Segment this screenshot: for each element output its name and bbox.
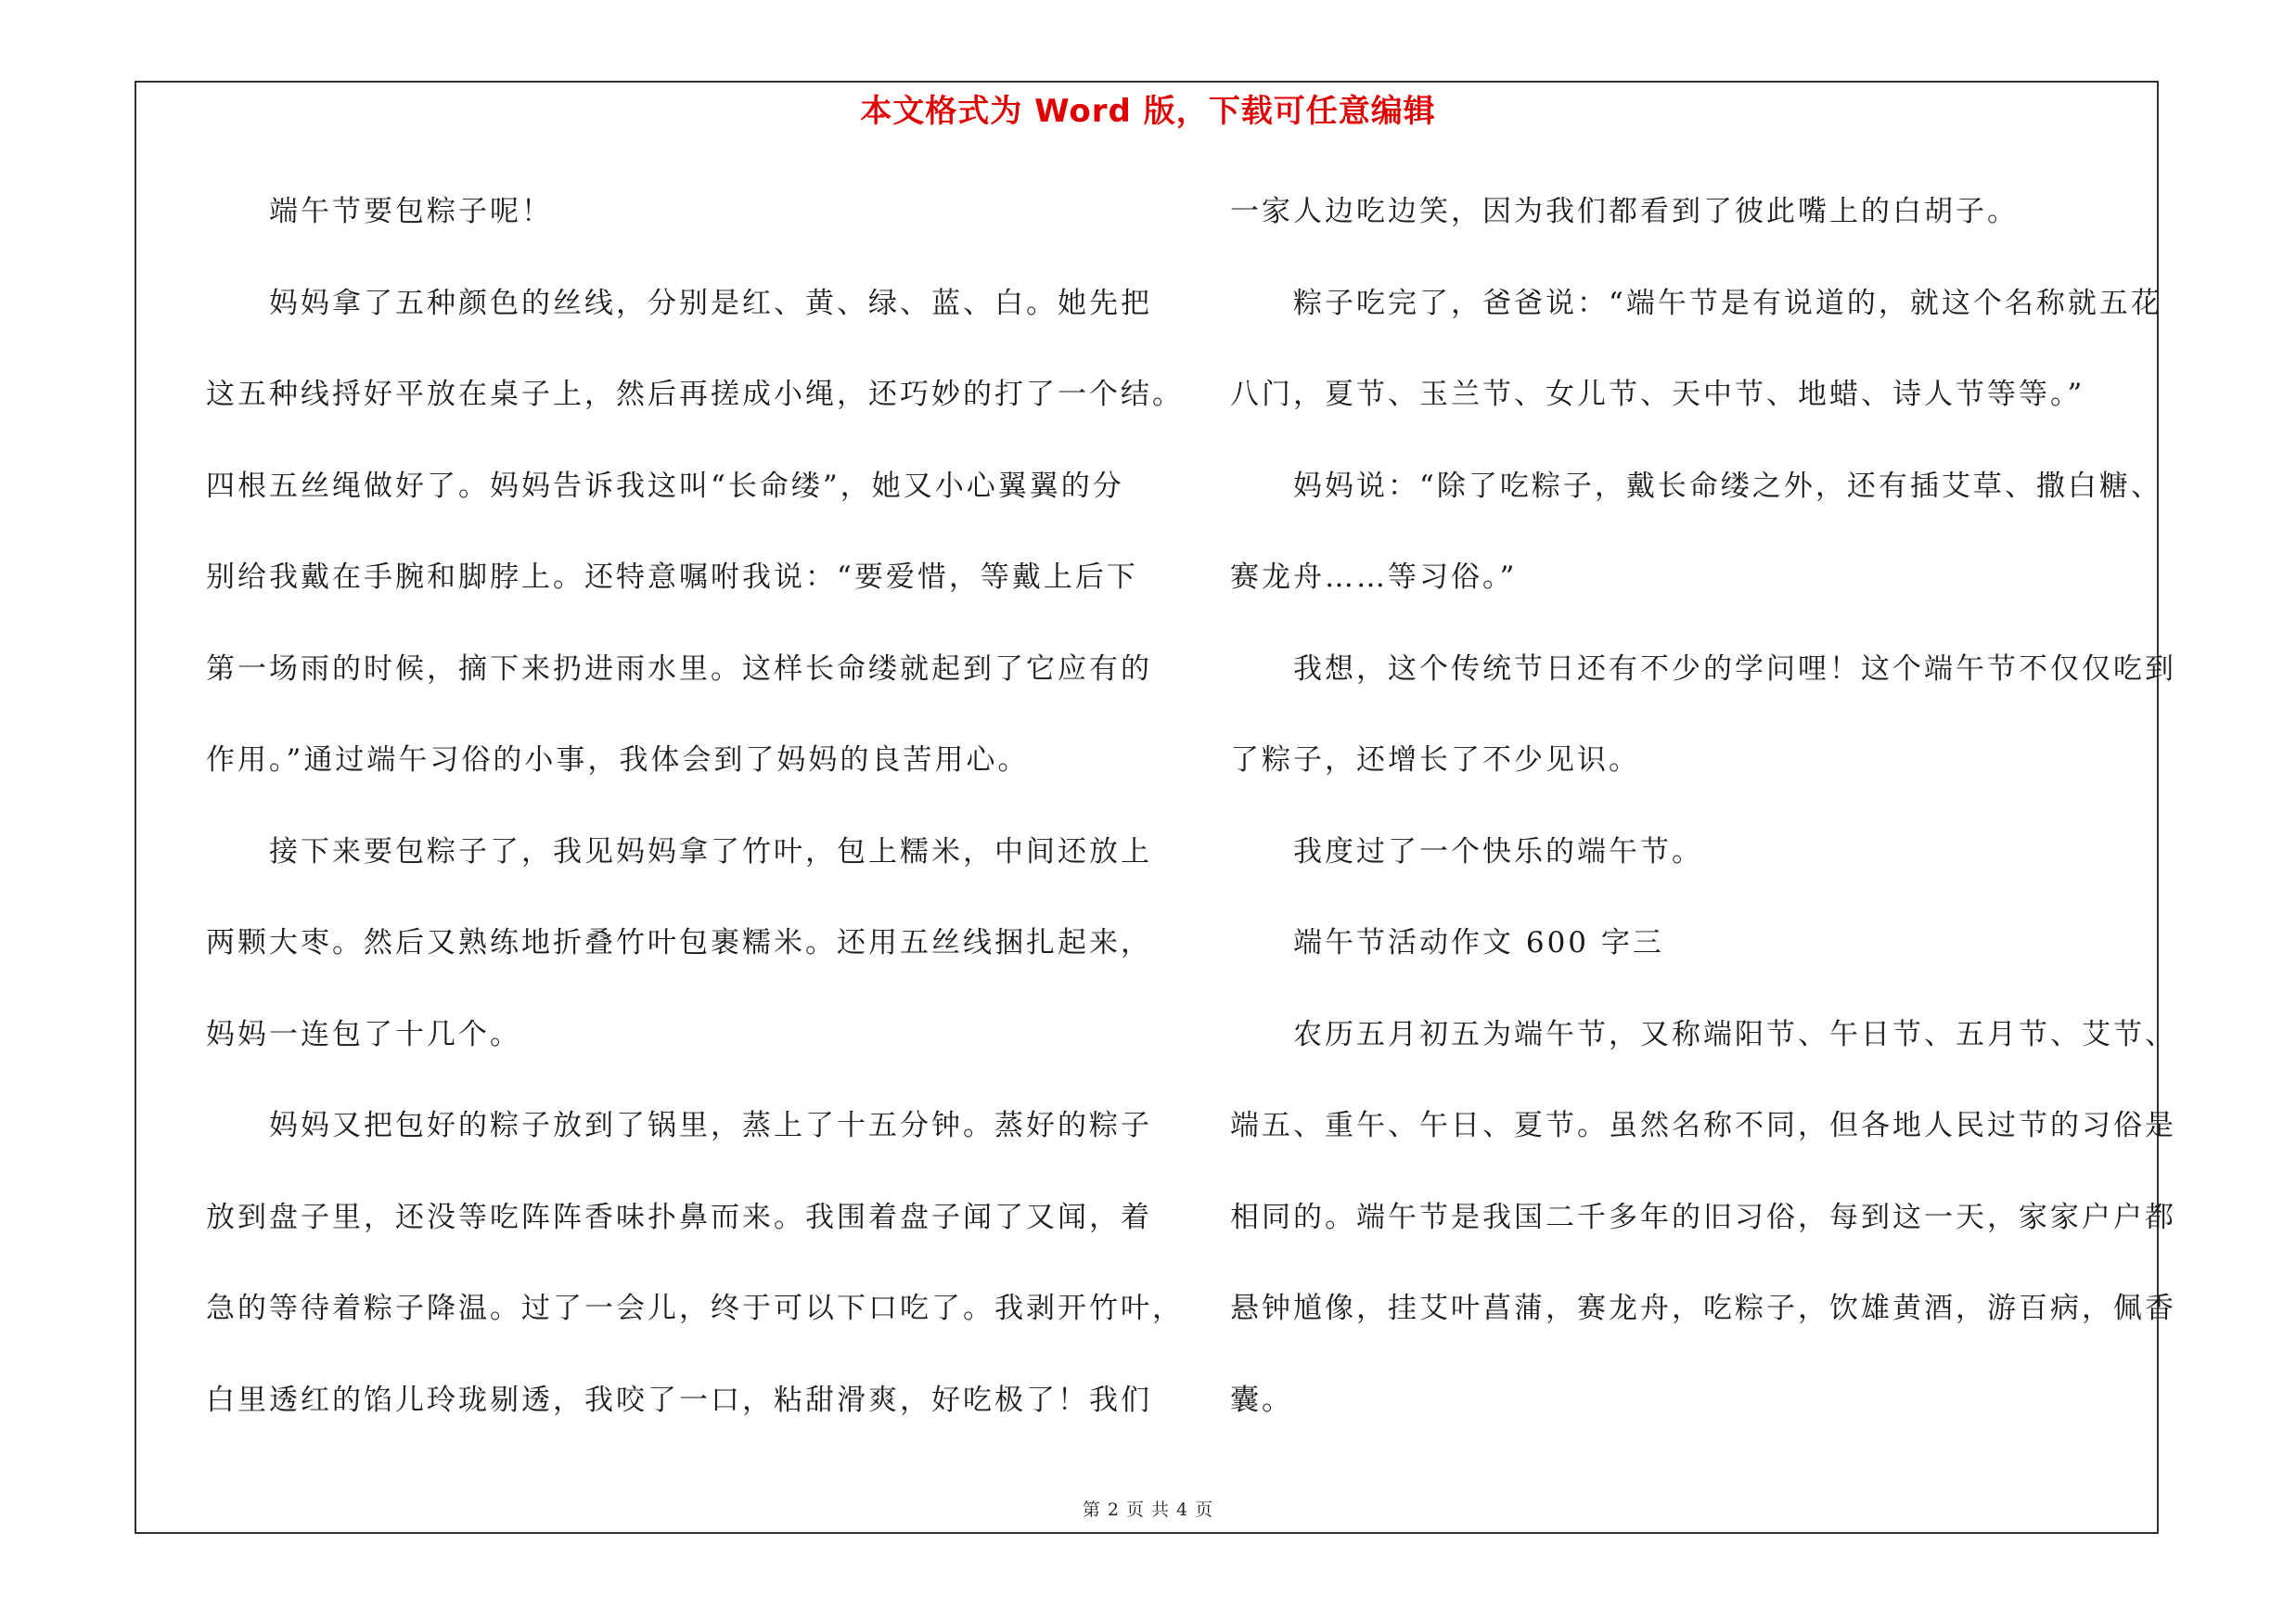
text-line: 这五种线捋好平放在桌子上，然后再搓成小绳，还巧妙的打了一个结。 [206,378,1184,411]
text-line: 囊。 [1230,1383,1293,1417]
left-text-column [206,181,1184,1461]
text-line: 我度过了一个快乐的端午节。 [1293,834,1703,869]
text-line: 我想，这个传统节日还有不少的学问哩！这个端午节不仅仅吃到 [1293,651,2176,686]
text-line: 相同的。端午节是我国二千多年的旧习俗，每到这一天，家家户户都 [1230,1200,2176,1234]
word-format-banner: 本文格式为 Word 版，下载可任意编辑 [860,93,1436,130]
right-text-column [1230,181,2176,1461]
text-line: 端五、重午、午日、夏节。虽然名称不同，但各地人民过节的习俗是 [1230,1109,2176,1142]
text-line: 第一场雨的时候，摘下来扔进雨水里。这样长命缕就起到了它应有的 [206,651,1152,686]
text-line: 农历五月初五为端午节，又称端阳节、午日节、五月节、艾节、 [1293,1017,2176,1051]
text-line: 四根五丝绳做好了。妈妈告诉我这叫“长命缕”，她又小心翼翼的分 [206,469,1124,503]
text-line: 妈妈一连包了十几个。 [206,1017,521,1051]
text-line: 了粽子，还增长了不少见识。 [1230,743,1640,777]
text-line: 放到盘子里，还没等吃阵阵香味扑鼻而来。我围着盘子闻了又闻，着 [206,1200,1152,1234]
text-line: 作用。”通过端午习俗的小事，我体会到了妈妈的良苦用心。 [206,743,1030,777]
text-line: 妈妈拿了五种颜色的丝线，分别是红、黄、绿、蓝、白。她先把 [269,286,1152,320]
text-line: 白里透红的馅儿玲珑剔透，我咬了一口，粘甜滑爽，好吃极了！我们 [206,1383,1152,1417]
text-line: 赛龙舟……等习俗。” [1230,560,1518,594]
text-line: 粽子吃完了，爸爸说：“端午节是有说道的，就这个名称就五花 [1293,286,2162,320]
text-line: 端午节活动作文 600 字三 [1293,926,1664,960]
text-line: 八门，夏节、玉兰节、女儿节、天中节、地蜡、诗人节等等。” [1230,378,2085,411]
text-line: 接下来要包粽子了，我见妈妈拿了竹叶，包上糯米，中间还放上 [269,834,1152,869]
page-number-footer: 第 2 页 共 4 页 [1082,1500,1214,1520]
text-line: 急的等待着粽子降温。过了一会儿，终于可以下口吃了。我剥开竹叶， [206,1292,1184,1325]
text-line: 两颗大枣。然后又熟练地折叠竹叶包裹糯米。还用五丝线捆扎起来， [206,926,1152,960]
text-line: 妈妈说：“除了吃粽子，戴长命缕之外，还有插艾草、撒白糖、 [1293,469,2162,503]
text-line: 悬钟馗像，挂艾叶菖蒲，赛龙舟，吃粽子，饮雄黄酒，游百病，佩香 [1230,1292,2176,1325]
text-line: 妈妈又把包好的粽子放到了锅里，蒸上了十五分钟。蒸好的粽子 [269,1109,1152,1142]
text-line: 端午节要包粽子呢！ [269,195,553,228]
text-line: 一家人边吃边笑，因为我们都看到了彼此嘴上的白胡子。 [1230,195,2019,228]
text-line: 别给我戴在手腕和脚脖上。还特意嘱咐我说：“要爱惜，等戴上后下 [206,560,1138,594]
